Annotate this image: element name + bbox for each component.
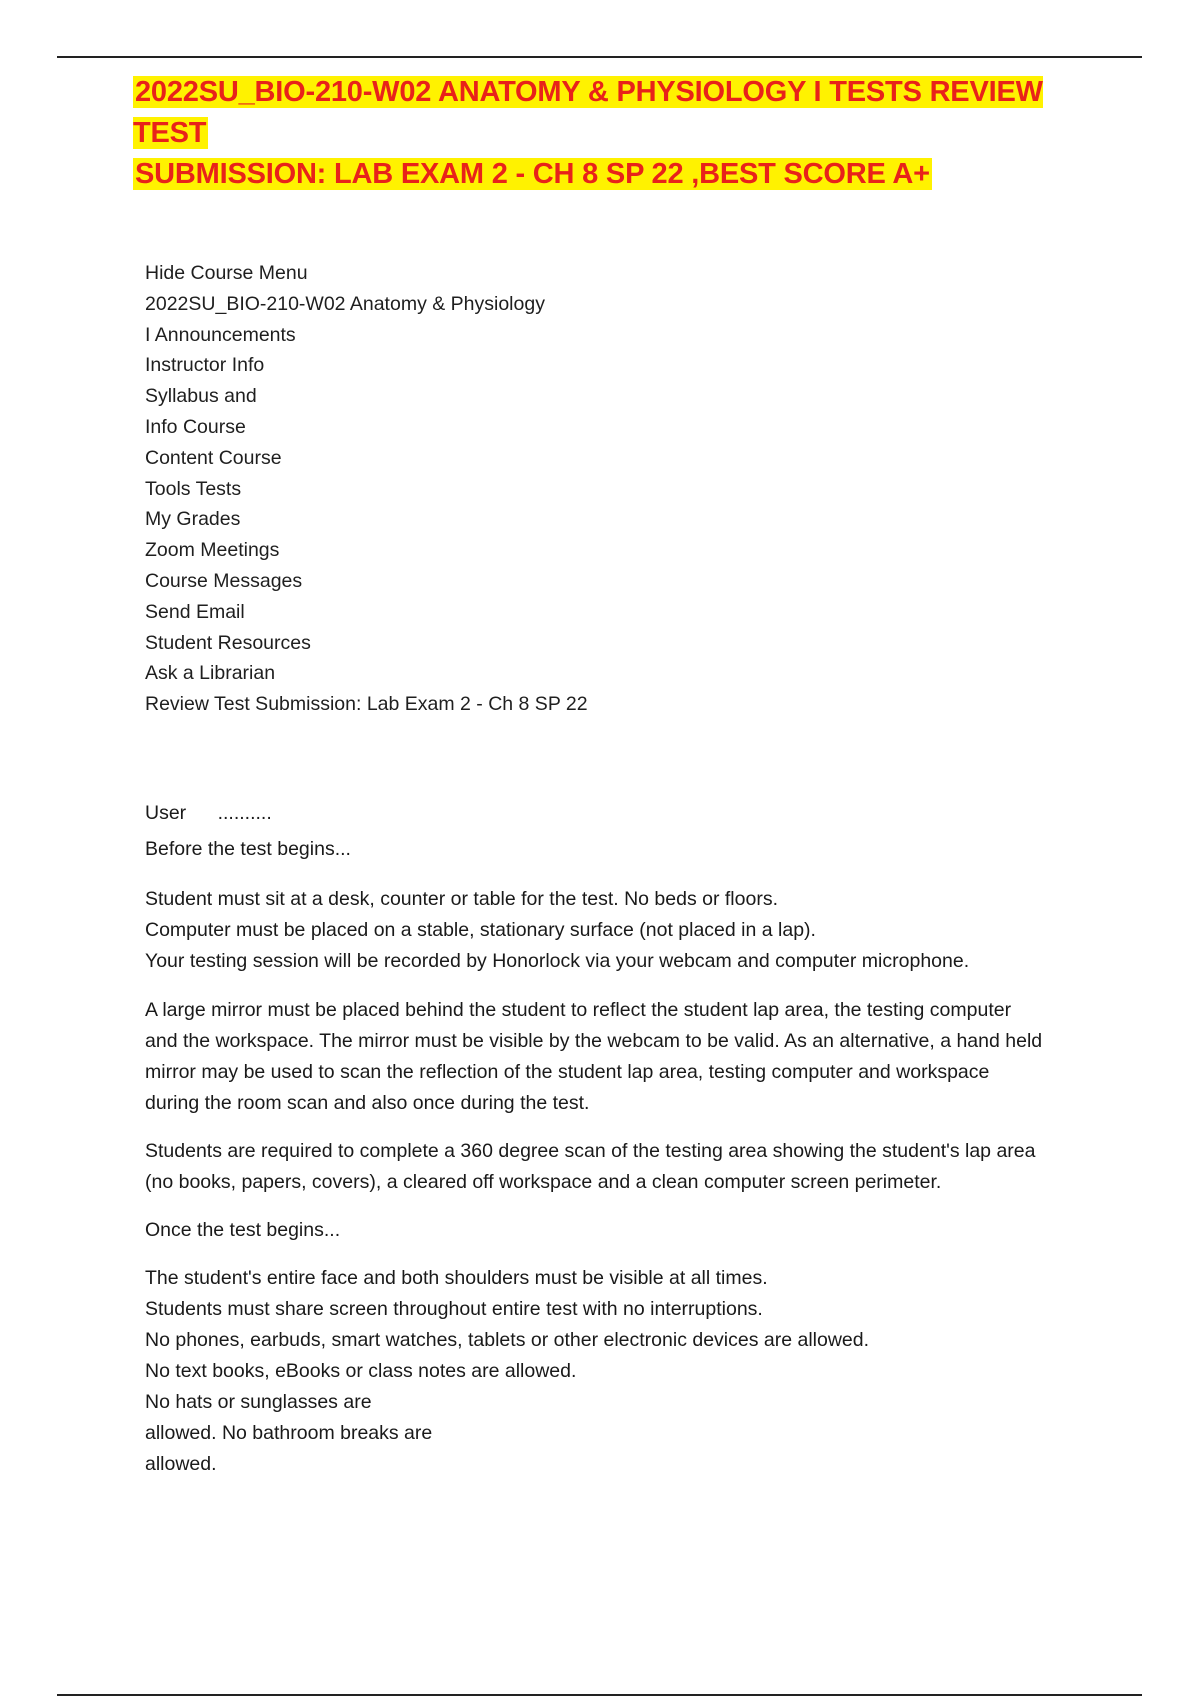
before-test-rules: [145, 884, 1105, 977]
course-menu: [145, 258, 1105, 720]
menu-item-zoom-meetings[interactable]: Zoom Meetings: [145, 539, 280, 562]
user-label: User: [145, 802, 187, 824]
user-row: [145, 798, 272, 828]
paragraph-line: and the workspace. The mirror must be visible by the webcam to be valid. As an alternative, a hand held: [145, 1030, 1043, 1052]
paragraph-line: (no books, papers, covers), a cleared off workspace and a clean computer screen perimeter.: [145, 1171, 942, 1193]
rule-line: allowed. No bathroom breaks are: [145, 1422, 433, 1444]
rule-line: Student must sit at a desk, counter or table for the test. No beds or floors.: [145, 888, 778, 910]
document-title: [133, 72, 1093, 195]
title-line-2: SUBMISSION: LAB EXAM 2 - CH 8 SP 22 ,BEST SCORE A+: [135, 158, 930, 190]
menu-item-instructor-info[interactable]: Instructor Info: [145, 354, 265, 377]
rule-line: Students must share screen throughout entire test with no interruptions.: [145, 1298, 763, 1320]
rule-line: No hats or sunglasses are: [145, 1391, 372, 1413]
menu-item-info-course[interactable]: Info Course: [145, 415, 246, 438]
before-test-heading: Before the test begins...: [145, 838, 351, 860]
paragraph-line: during the room scan and also once during the test.: [145, 1092, 590, 1114]
title-line-1: 2022SU_BIO-210-W02 ANATOMY & PHYSIOLOGY I TESTS REVIEW TEST: [133, 76, 1043, 149]
menu-item-my-grades[interactable]: My Grades: [145, 508, 241, 531]
paragraph-line: mirror may be used to scan the reflection of the student lap area, testing computer and workspace: [145, 1061, 990, 1083]
menu-item-syllabus[interactable]: Syllabus and: [145, 385, 257, 408]
rule-line: Computer must be placed on a stable, stationary surface (not placed in a lap).: [145, 919, 816, 941]
scan-paragraph: [145, 1136, 1105, 1198]
top-rule: [57, 56, 1142, 58]
menu-item-announcements[interactable]: I Announcements: [145, 323, 296, 346]
paragraph-line: A large mirror must be placed behind the student to reflect the student lap area, the testing computer: [145, 999, 1012, 1021]
mirror-paragraph: [145, 995, 1105, 1119]
menu-item-content-course[interactable]: Content Course: [145, 446, 282, 469]
menu-item-review-test-submission[interactable]: Review Test Submission: Lab Exam 2 - Ch 8 SP 22: [145, 693, 588, 716]
rule-line: Your testing session will be recorded by Honorlock via your webcam and computer microphone.: [145, 950, 970, 972]
rule-line: No text books, eBooks or class notes are allowed.: [145, 1360, 577, 1382]
menu-item-ask-librarian[interactable]: Ask a Librarian: [145, 662, 276, 685]
menu-item-student-resources[interactable]: Student Resources: [145, 631, 311, 654]
rule-line: The student's entire face and both shoulders must be visible at all times.: [145, 1267, 768, 1289]
course-menu-list: [145, 258, 1105, 720]
rule-line: allowed.: [145, 1453, 217, 1475]
once-test-rules: [145, 1263, 1105, 1480]
rule-line: No phones, earbuds, smart watches, tablets or other electronic devices are allowed.: [145, 1329, 870, 1351]
bottom-rule: [57, 1694, 1142, 1696]
menu-item-send-email[interactable]: Send Email: [145, 600, 245, 623]
menu-item-hide-course-menu[interactable]: Hide Course Menu: [145, 262, 308, 284]
paragraph-line: Students are required to complete a 360 degree scan of the testing area showing the student's lap area: [145, 1140, 1036, 1162]
menu-item-course-title[interactable]: 2022SU_BIO-210-W02 Anatomy & Physiology: [145, 292, 545, 315]
user-value: ..........: [217, 802, 272, 824]
menu-item-tools-tests[interactable]: Tools Tests: [145, 477, 242, 500]
once-test-heading: Once the test begins...: [145, 1219, 341, 1241]
menu-item-course-messages[interactable]: Course Messages: [145, 569, 303, 592]
